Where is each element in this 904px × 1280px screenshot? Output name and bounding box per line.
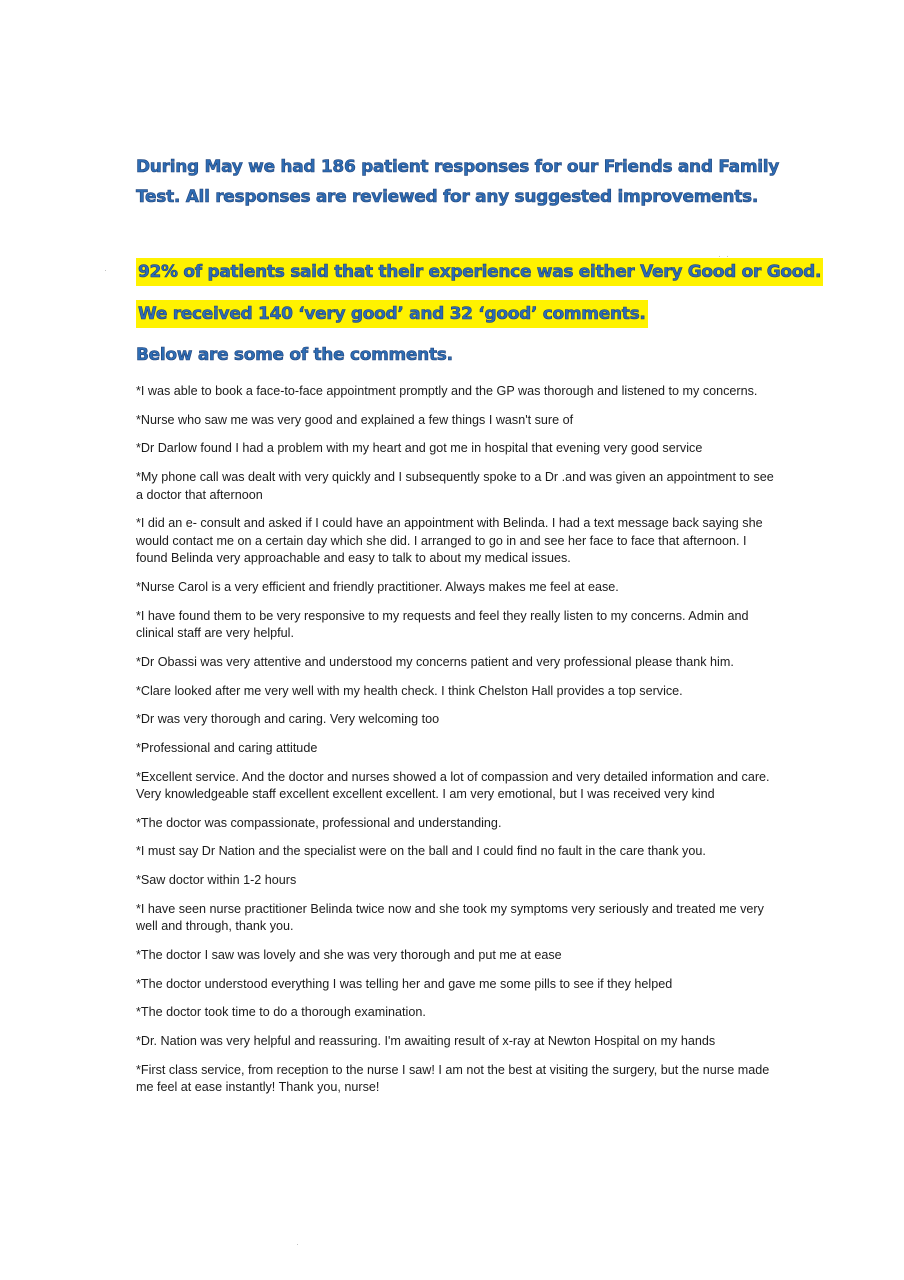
comment-item: *Dr was very thorough and caring. Very welcoming too (136, 712, 440, 727)
comment-item: *Excellent service. And the doctor and nurses showed a lot of compassion and very detailed information and care. Very knowledgeable staff excellent excellent excellent. I am very emotional, but I was received very kind (136, 769, 770, 802)
comment-item: *I did an e- consult and asked if I could have an appointment with Belinda. I had a text message back saying she would contact me on a certain day which she did. I arranged to go in and see her face to face that afternoon. I found Belinda very approachable and easy to talk to about my medical issues. (136, 516, 763, 566)
scan-speck: · (726, 251, 729, 261)
comment-item: *I was able to book a face-to-face appointment promptly and the GP was thorough and listened to my concerns. (136, 384, 758, 398)
scan-speck: · (296, 1239, 299, 1249)
comment-item: *I must say Dr Nation and the specialist were on the ball and I could find no fault in the care thank you. (136, 844, 706, 859)
comment-item: *The doctor was compassionate, professional and understanding. (136, 815, 502, 830)
comment-item: *I have found them to be very responsive to my requests and feel they really listen to my concerns. Admin and clinical staff are very helpful. (136, 608, 749, 641)
comment-item: *Saw doctor within 1-2 hours (136, 873, 297, 888)
comment-item: *Nurse who saw me was very good and explained a few things I wasn't sure of (136, 412, 574, 427)
comment-item: *I have seen nurse practitioner Belinda twice now and she took my symptoms very seriously and treated me very well and through, thank you. (136, 901, 764, 934)
comment-count-heading (136, 304, 648, 324)
comment-item: *Clare looked after me very well with my health check. I think Chelston Hall provides a top service. (136, 683, 683, 698)
comments-intro-heading: Below are some of the comments. (136, 345, 453, 365)
scan-speck: · (718, 251, 721, 261)
intro-heading: During May we had 186 patient responses for our Friends and Family Test. All responses are reviewed for any suggested improvements. (136, 157, 780, 207)
comments-list (136, 383, 780, 1108)
comment-item: *Dr Obassi was very attentive and understood my concerns patient and very professional please thank him. (136, 654, 734, 669)
comment-item: *My phone call was dealt with very quickly and I subsequently spoke to a Dr .and was given an appointment to see a doctor that afternoon (136, 470, 774, 502)
comment-item: *The doctor understood everything I was telling her and gave me some pills to see if they helped (136, 976, 673, 991)
comment-item: *Dr. Nation was very helpful and reassuring. I'm awaiting result of x-ray at Newton Hospital on my hands (136, 1034, 716, 1049)
satisfaction-stat-heading (136, 262, 823, 282)
comment-item: *First class service, from reception to the nurse I saw! I am not the best at visiting the surgery, but the nurse made me feel at ease instantly! Thank you, nurse! (136, 1062, 770, 1095)
comment-item: *Nurse Carol is a very efficient and friendly practitioner. Always makes me feel at ease. (136, 579, 619, 594)
comment-item: *The doctor I saw was lovely and she was very thorough and put me at ease (136, 948, 562, 962)
comment-item: *The doctor took time to do a thorough examination. (136, 1005, 426, 1020)
scan-speck: · (104, 265, 107, 275)
comment-item: *Dr Darlow found I had a problem with my heart and got me in hospital that evening very good service (136, 441, 703, 456)
satisfaction-stat-text: 92% of patients said that their experience was either Very Good or Good. (136, 258, 823, 286)
comment-item: *Professional and caring attitude (136, 740, 318, 755)
comment-count-text: We received 140 ‘very good’ and 32 ‘good’ comments. (136, 300, 648, 328)
